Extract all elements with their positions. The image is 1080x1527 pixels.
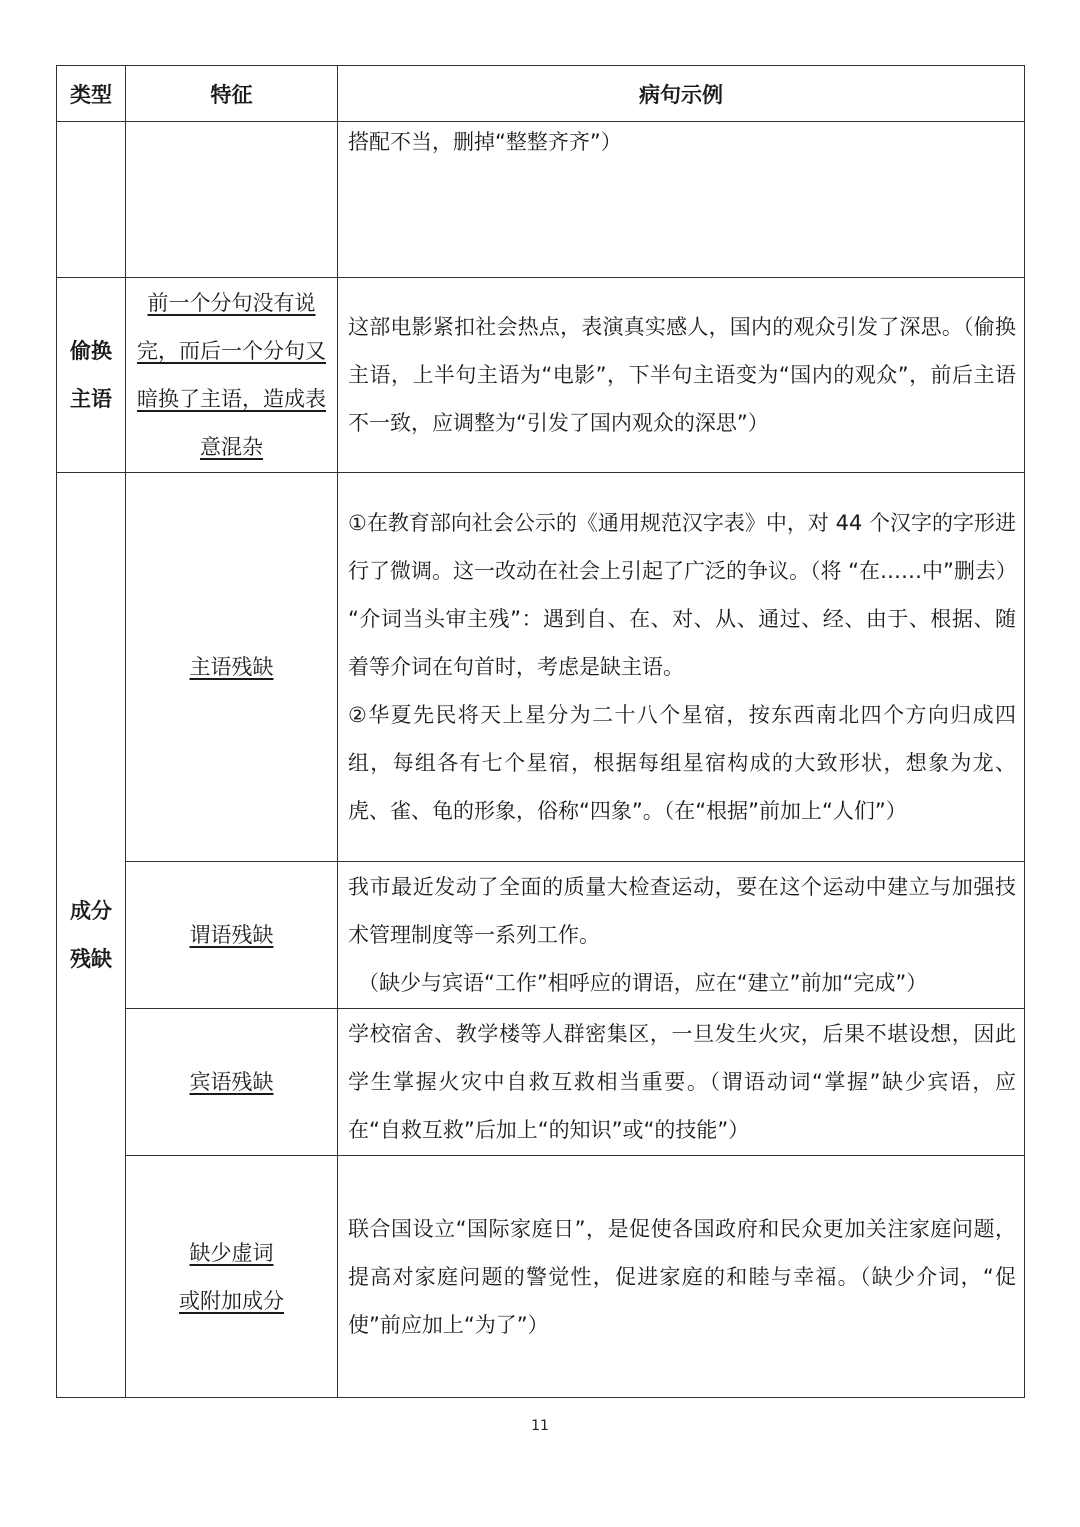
type-label-line1: 偷换	[70, 339, 112, 363]
table-row-missing-object	[57, 1009, 1025, 1156]
table-row-missing-subject	[57, 473, 1025, 862]
feature-cell	[126, 473, 338, 862]
feature-line: 意混杂	[200, 435, 263, 459]
feature-cell-empty	[126, 122, 338, 278]
header-type: 类型	[57, 66, 126, 122]
feature-line: 或附加成分	[179, 1288, 284, 1313]
feature-line: 缺少虚词	[189, 1240, 274, 1265]
feature-cell	[126, 1009, 338, 1156]
example-cell	[338, 1156, 1025, 1398]
feature-cell	[126, 862, 338, 1009]
example-text: 这部电影紧扣社会热点，表演真实感人，国内的观众引发了深思。（偷换主语，上半句主语为“电影”，下半句主语变为“国内的观众”，前后主语不一致，应调整为“引发了国内观众的深思”）	[348, 315, 1016, 435]
example-cell	[338, 1009, 1025, 1156]
example-text: 搭配不当，删掉“整整齐齐”）	[348, 130, 622, 154]
example-text: ②华夏先民将天上星分为二十八个星宿，按东西南北四个方向归成四组，每组各有七个星宿，根据每组星宿构成的大致形状，想象为龙、虎、雀、龟的形象，俗称“四象”。（在“根据”前加上“人们”）	[348, 703, 1016, 823]
example-cell	[338, 473, 1025, 862]
feature-line: 暗换了主语，造成表	[137, 387, 326, 411]
feature-label: 宾语残缺	[189, 1070, 274, 1094]
table-row-missing-predicate	[57, 862, 1025, 1009]
header-example: 病句示例	[338, 66, 1025, 122]
example-note: （缺少与宾语“工作”相呼应的谓语，应在“建立”前加“完成”）	[358, 971, 928, 995]
table-row-continuation	[57, 122, 1025, 278]
table-row-missing-function-word	[57, 1156, 1025, 1398]
example-text: ①在教育部向社会公示的《通用规范汉字表》中，对 44 个汉字的字形进行了微调。这一改动在社会上引起了广泛的争议。（将 “在……中”删去）	[348, 511, 1017, 583]
table-header-row	[57, 66, 1025, 122]
type-label-line1: 成分	[70, 899, 112, 923]
table-row-swap-subject	[57, 278, 1025, 473]
feature-label: 主语残缺	[189, 655, 274, 679]
feature-line: 前一个分句没有说	[147, 291, 316, 315]
example-text: 联合国设立“国际家庭日”，是促使各国政府和民众更加关注家庭问题，提高对家庭问题的警觉性，促进家庭的和睦与幸福。（缺少介词，“促使”前应加上“为了”）	[348, 1216, 1016, 1337]
page-number: 11	[531, 1418, 549, 1434]
type-cell-empty	[57, 122, 126, 278]
type-label-line2: 主语	[70, 387, 112, 411]
grammar-error-table	[56, 65, 1025, 1398]
type-cell	[57, 473, 126, 1398]
example-cell	[338, 278, 1025, 473]
feature-cell	[126, 278, 338, 473]
example-note: “介词当头审主残”：遇到自、在、对、从、通过、经、由于、根据、随着等介词在句首时，考虑是缺主语。	[348, 607, 1016, 679]
type-cell	[57, 278, 126, 473]
example-cell	[338, 122, 1025, 278]
feature-line: 完，而后一个分句又	[137, 339, 326, 363]
header-feature: 特征	[126, 66, 338, 122]
feature-cell	[126, 1156, 338, 1398]
example-text: 我市最近发动了全面的质量大检查运动，要在这个运动中建立与加强技术管理制度等一系列工作。	[348, 875, 1016, 947]
feature-label: 谓语残缺	[189, 923, 274, 947]
example-cell	[338, 862, 1025, 1009]
example-text: 学校宿舍、教学楼等人群密集区，一旦发生火灾，后果不堪设想，因此学生掌握火灾中自救互救相当重要。（谓语动词“掌握”缺少宾语，应在“自救互救”后加上“的知识”或“的技能”）	[348, 1022, 1016, 1142]
type-label-line2: 残缺	[70, 947, 112, 971]
